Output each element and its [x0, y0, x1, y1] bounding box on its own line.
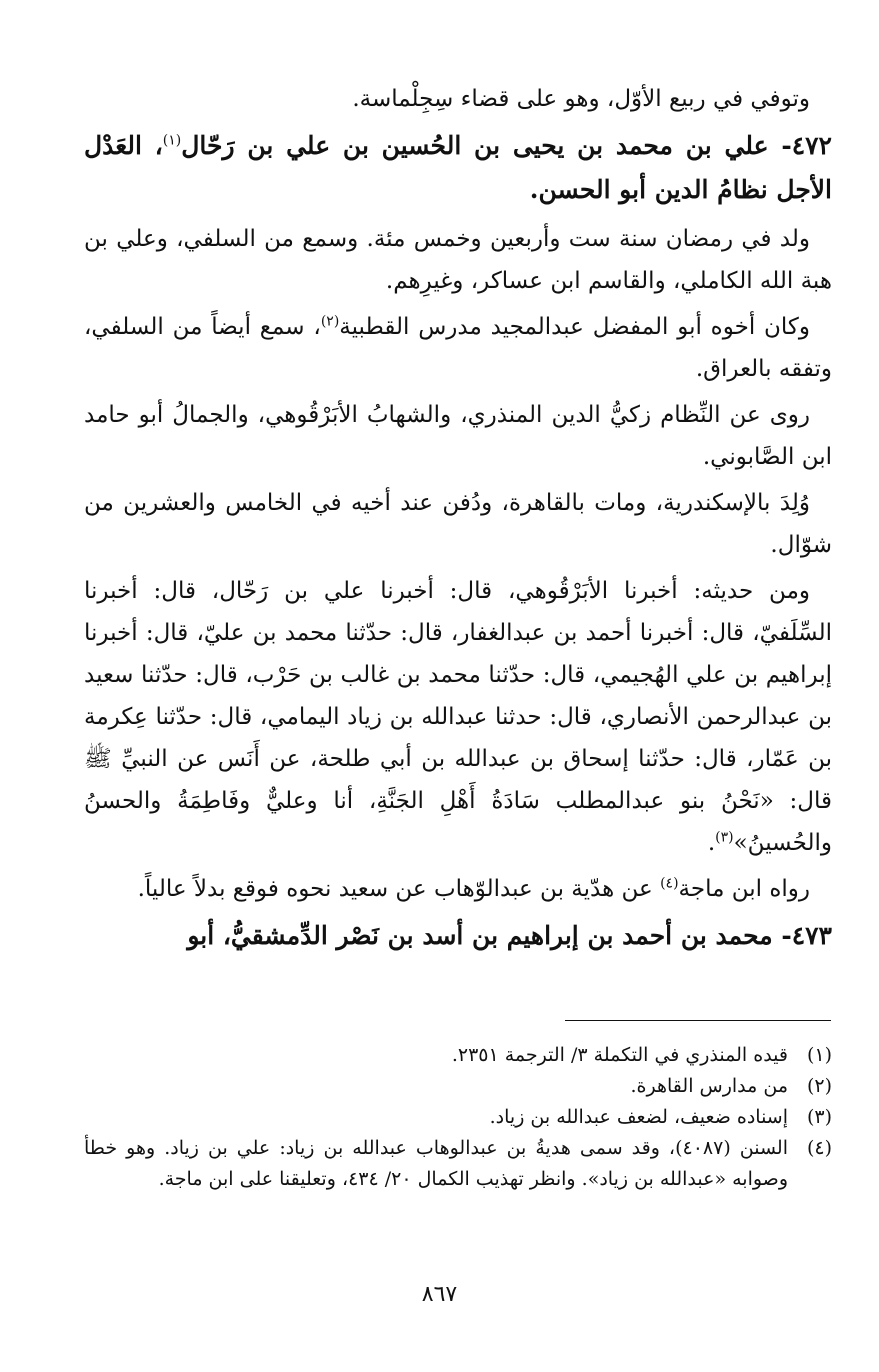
footnote-ref-3[interactable]: (٣) [715, 829, 734, 846]
entry-title-cont: ، العَدْل الأجل نظامُ الدين أبو الحسن. [84, 131, 832, 204]
footnote-text: إسناده ضعيف، لضعف عبدالله بن زياد. [489, 1106, 788, 1128]
footnote-1 [84, 1040, 832, 1071]
footnote-text: قيده المنذري في التكملة ٣/ الترجمة ٢٣٥١. [451, 1044, 788, 1066]
footnote-number: (٤) [806, 1137, 832, 1159]
paragraph-birth [84, 218, 832, 302]
footnote-3 [84, 1102, 832, 1133]
footnote-number: (٣) [806, 1106, 832, 1128]
paragraph-narrators [84, 394, 832, 478]
paragraph-text: روى عن النِّظام زكيُّ الدين المنذري، والشهابُ الأبَرْقُوهي، والجمالُ أبو حامد ابن الصَّابوني. [84, 402, 832, 470]
footnote-4 [84, 1133, 832, 1195]
paragraph-text: ولد في رمضان سنة ست وأربعين وخمس مئة. وسمع من السلفي، وعلي بن هبة الله الكاملي، والقاسم ابن عساكر، وغيرِهم. [84, 226, 832, 294]
paragraph-hadith [84, 570, 832, 864]
footnote-separator [565, 1020, 831, 1021]
paragraph-continuation [84, 78, 832, 120]
page-number: ٨٦٧ [421, 1282, 458, 1307]
paragraph-death [84, 482, 832, 566]
footnote-number: (٢) [806, 1075, 832, 1097]
footnote-number: (١) [806, 1044, 832, 1066]
footnote-ref-2[interactable]: (٢) [320, 313, 340, 330]
paragraph-text-cont: . [707, 830, 716, 856]
paragraph-text: رواه ابن ماجة [678, 876, 810, 902]
footnote-text: من مدارس القاهرة. [630, 1075, 788, 1097]
footnote-text: السنن (٤٠٨٧)، وقد سمى هديةُ بن عبدالوهاب عبدالله بن زياد: علي بن زياد. وهو خطأ وصوابه «عبدالله بن زياد». وانظر تهذيب الكمال ٢٠/ ٤٣٤، وتعليقنا على ابن ماجة. [84, 1137, 788, 1190]
entry-heading-472 [84, 124, 832, 212]
footnote-ref-1[interactable]: (١) [162, 132, 182, 149]
paragraph-text-cont: عن هدّية بن عبدالوّهاب عن سعيد نحوه فوقع بدلاً عالياً. [137, 876, 661, 902]
entry-title: ٤٧٢- علي بن محمد بن يحيى بن الحُسين بن علي بن رَحّال [181, 131, 832, 160]
main-text [84, 78, 832, 964]
paragraph-text: وتوفي في ربيع الأوّل، وهو على قضاء سِجِلْماسة. [352, 86, 810, 112]
paragraph-text: ومن حديثه: أخبرنا الأبَرْقُوهي، قال: أخبرنا علي بن رَحّال، قال: أخبرنا السِّلَفيّ، قال: أخبرنا أحمد بن عبدالغفار، قال: حدّثنا محمد بن عليّ، قال: أخبرنا إبراهيم بن علي الهُجيمي، قال: حدّثنا محمد بن غالب بن حَرْب، قال: حدّثنا سعيد بن عبدالرحمن الأنصاري، قال: حدثنا عبدالله بن زياد اليمامي، قال: حدّثنا عِكرمة بن عَمّار، قال: حدّثنا إسحاق بن عبدالله بن أبي طلحة، عن أَنَس عن النبيِّ ﷺ قال: «نَحْنُ بنو عبدالمطلب سَادَةُ أَهْلِ الجَنَّةِ، أنا وعليٌّ وفَاطِمَةُ والحسنُ والحُسينُ» [84, 578, 832, 856]
footnote-ref-4[interactable]: (٤) [660, 875, 679, 892]
footnote-2 [84, 1071, 832, 1102]
paragraph-ibn-majah [84, 868, 832, 910]
entry-title: ٤٧٣- محمد بن أحمد بن إبراهيم بن أسد بن نَصْر الدِّمشقيُّ، أبو [187, 921, 832, 950]
paragraph-text: وُلِدَ بالإسكندرية، ومات بالقاهرة، ودُفن عند أخيه في الخامس والعشرين من شوّال. [84, 490, 832, 558]
footnotes [84, 1040, 832, 1195]
paragraph-text: وكان أخوه أبو المفضل عبدالمجيد مدرس القطبية [339, 314, 810, 340]
entry-heading-473 [84, 914, 832, 958]
paragraph-brother [84, 306, 832, 390]
paragraph-text-cont: ، سمع أيضاً من السلفي، وتفقه بالعراق. [84, 314, 832, 382]
